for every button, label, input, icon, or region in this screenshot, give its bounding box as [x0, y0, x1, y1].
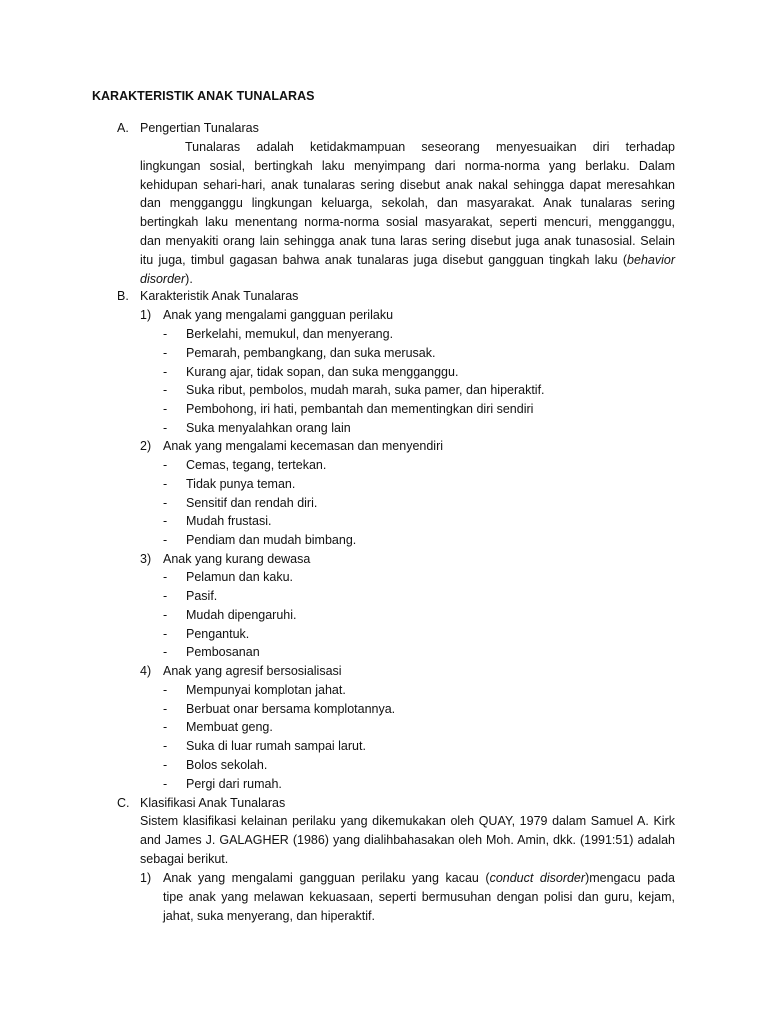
- para-line: kehidupan sehari-hari, anak tunalaras sering disebut anak nakal sehingga dapat meresahkan: [140, 177, 675, 192]
- group-label: Anak yang kurang dewasa: [163, 552, 311, 566]
- dash-marker: -: [163, 496, 168, 510]
- list-item: Pelamun dan kaku.: [186, 570, 294, 584]
- para-line: dan mengganggu lingkungan keluarga, sekolah, dan masyarakat. Anak tunalaras sering: [140, 196, 675, 211]
- section-b-marker: B.: [117, 289, 129, 303]
- para-line: [140, 251, 675, 270]
- para-line: and James J. GALAGHER (1986) yang dialihbahasakan oleh Moh. Amin, dkk. (1991:51) adalah: [140, 832, 675, 847]
- para-line: lingkungan sosial, bertingkah laku menyimpang dari norma-norma yang berlaku. Dalam: [140, 158, 675, 173]
- dash-marker: -: [163, 627, 168, 641]
- dash-marker: -: [163, 383, 168, 397]
- para-line-text: ).: [185, 271, 193, 286]
- dash-marker: -: [163, 514, 168, 528]
- para-line: dan menyakiti orang lain sehingga anak tuna laras sering disebut juga anak tunasosial. Selain: [140, 233, 675, 248]
- para-line-emphasis: disorder: [140, 271, 186, 286]
- group-number: 1): [140, 871, 152, 885]
- list-item: Suka menyalahkan orang lain: [186, 421, 351, 435]
- section-a-heading: Pengertian Tunalaras: [140, 121, 259, 135]
- dash-marker: -: [163, 365, 168, 379]
- para-line-emphasis: behavior: [627, 252, 675, 267]
- group-number: 3): [140, 552, 152, 566]
- list-item: Pendiam dan mudah bimbang.: [186, 533, 357, 547]
- group-label: Anak yang mengalami kecemasan dan menyendiri: [163, 439, 444, 453]
- list-item: Tidak punya teman.: [186, 477, 296, 491]
- list-item: Suka di luar rumah sampai larut.: [186, 739, 366, 753]
- dash-marker: -: [163, 739, 168, 753]
- para-line: bertingkah laku menentang norma-norma sosial masyarakat, seperti mencuri, mengganggu,: [140, 215, 675, 230]
- dash-marker: -: [163, 589, 168, 603]
- list-item: Pergi dari rumah.: [186, 777, 282, 791]
- dash-marker: -: [163, 570, 168, 584]
- para-line-text: Anak yang mengalami gangguan perilaku yang kacau (: [163, 871, 490, 885]
- section-b-heading: Karakteristik Anak Tunalaras: [140, 289, 299, 303]
- dash-marker: -: [163, 645, 168, 659]
- para-line-text: itu juga, timbul gagasan bahwa anak tunalaras juga disebut gangguan tingkah laku (: [140, 252, 628, 267]
- section-c-intro: [140, 812, 675, 868]
- list-item: Mudah frustasi.: [186, 514, 272, 528]
- para-line: Tunalaras adalah ketidakmampuan seseorang menyesuaikan diri terhadap: [185, 140, 675, 154]
- group-number: 2): [140, 439, 152, 453]
- list-item: Mudah dipengaruhi.: [186, 608, 297, 622]
- para-line-text: )mengacu pada: [585, 871, 675, 885]
- section-a-paragraph: [140, 138, 675, 288]
- section-c-item-1: [163, 869, 675, 925]
- dash-marker: -: [163, 346, 168, 360]
- list-item: Kurang ajar, tidak sopan, dan suka mengganggu.: [186, 365, 459, 379]
- section-a-marker: A.: [117, 121, 129, 135]
- dash-marker: -: [163, 683, 168, 697]
- group-label: Anak yang mengalami gangguan perilaku: [163, 308, 394, 322]
- list-item: Membuat geng.: [186, 720, 273, 734]
- document-title: KARAKTERISTIK ANAK TUNALARAS: [92, 89, 315, 103]
- list-item: Pembosanan: [186, 645, 260, 659]
- list-item: Mempunyai komplotan jahat.: [186, 683, 346, 697]
- dash-marker: -: [163, 720, 168, 734]
- para-line-emphasis: conduct disorder: [489, 871, 586, 885]
- para-line: [163, 869, 675, 888]
- list-item: Suka ribut, pembolos, mudah marah, suka pamer, dan hiperaktif.: [186, 383, 545, 397]
- group-number: 4): [140, 664, 152, 678]
- list-item: Berbuat onar bersama komplotannya.: [186, 702, 396, 716]
- dash-marker: -: [163, 702, 168, 716]
- list-item: Pemarah, pembangkang, dan suka merusak.: [186, 346, 436, 360]
- dash-marker: -: [163, 608, 168, 622]
- list-item: Pembohong, iri hati, pembantah dan mementingkan diri sendiri: [186, 402, 534, 416]
- list-item: Pengantuk.: [186, 627, 250, 641]
- list-item: Sensitif dan rendah diri.: [186, 496, 318, 510]
- dash-marker: -: [163, 402, 168, 416]
- group-number: 1): [140, 308, 152, 322]
- dash-marker: -: [163, 421, 168, 435]
- section-c-marker: C.: [117, 796, 130, 810]
- list-item: Cemas, tegang, tertekan.: [186, 458, 327, 472]
- dash-marker: -: [163, 777, 168, 791]
- dash-marker: -: [163, 533, 168, 547]
- para-line: Sistem klasifikasi kelainan perilaku yang dikemukakan oleh QUAY, 1979 dalam Samuel A. Kirk: [140, 814, 675, 828]
- dash-marker: -: [163, 477, 168, 491]
- para-line: tipe anak yang melawan kekuasaan, seperti bermusuhan dengan polisi dan guru, kejam,: [163, 889, 675, 904]
- para-line: sebagai berikut.: [140, 851, 229, 866]
- section-c-heading: Klasifikasi Anak Tunalaras: [140, 796, 286, 810]
- dash-marker: -: [163, 458, 168, 472]
- dash-marker: -: [163, 758, 168, 772]
- list-item: Bolos sekolah.: [186, 758, 268, 772]
- list-item: Pasif.: [186, 589, 218, 603]
- para-line: [140, 270, 675, 289]
- group-label: Anak yang agresif bersosialisasi: [163, 664, 342, 678]
- dash-marker: -: [163, 327, 168, 341]
- list-item: Berkelahi, memukul, dan menyerang.: [186, 327, 394, 341]
- para-line: jahat, suka menyerang, dan hiperaktif.: [163, 908, 375, 923]
